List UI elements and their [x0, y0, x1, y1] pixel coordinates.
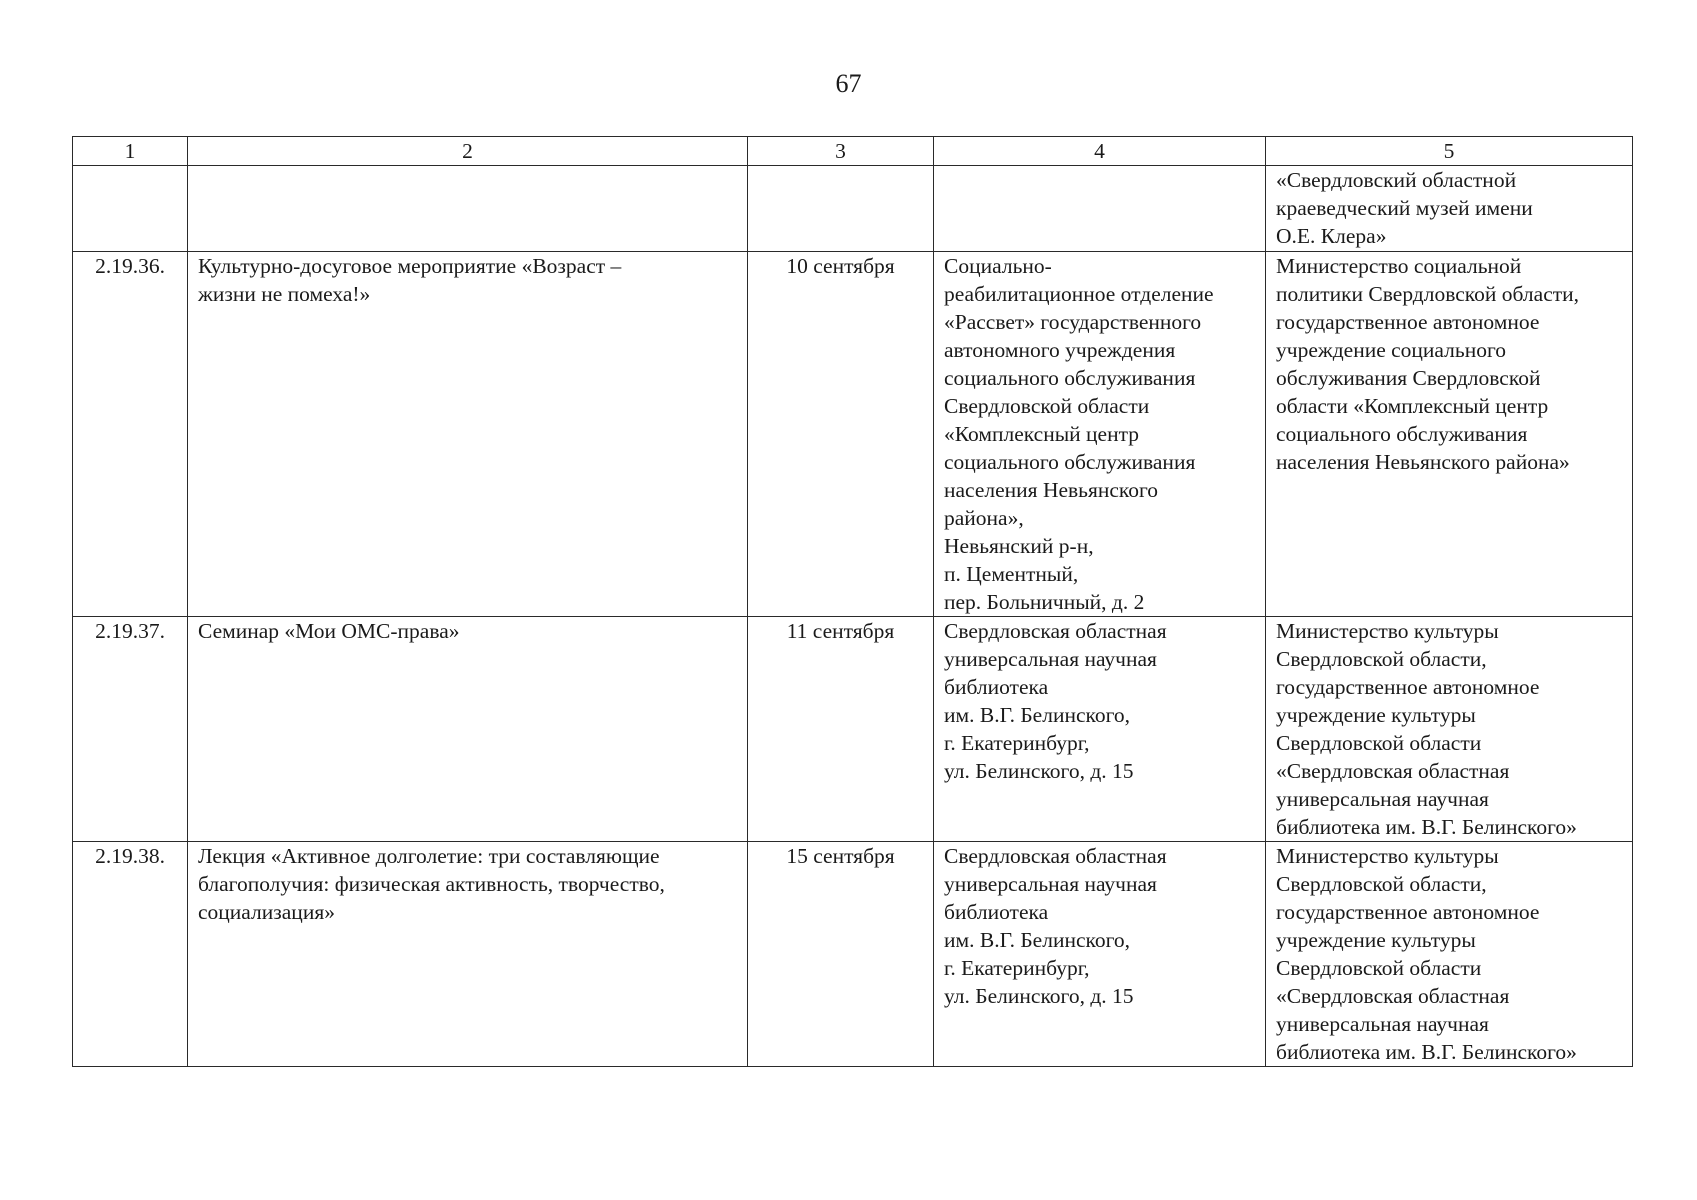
venue-cell [934, 252, 1266, 617]
organizer-line: «Свердловская областная [1276, 759, 1510, 783]
venue-line: социального обслуживания [944, 366, 1196, 390]
venue-line: универсальная научная [944, 872, 1157, 896]
organizer-line: социального обслуживания [1276, 422, 1528, 446]
header-cell: 4 [934, 137, 1266, 166]
venue-line: им. В.Г. Белинского, [944, 703, 1131, 727]
organizer-line: Министерство социальной [1276, 254, 1522, 278]
organizer-line: «Свердловская областная [1276, 984, 1510, 1008]
num-cell: 2.19.37. [73, 617, 188, 842]
num-cell [73, 166, 188, 252]
venue-line: Свердловской области [944, 394, 1150, 418]
venue-line: социального обслуживания [944, 450, 1196, 474]
organizer-line: Министерство культуры [1276, 844, 1499, 868]
organizer-line: государственное автономное [1276, 310, 1540, 334]
table-row [73, 252, 1633, 617]
venue-cell [934, 842, 1266, 1067]
venue-line: п. Цементный, [944, 562, 1079, 586]
venue-line: Свердловская областная [944, 844, 1167, 868]
event-cell [188, 166, 748, 252]
organizer-line: государственное автономное [1276, 900, 1540, 924]
organizer-cell [1266, 842, 1633, 1067]
organizer-line: обслуживания Свердловской [1276, 366, 1541, 390]
event-line: социализация» [198, 900, 335, 924]
venue-line: библиотека [944, 900, 1049, 924]
organizer-line: универсальная научная [1276, 1012, 1489, 1036]
venue-line: ул. Белинского, д. 15 [944, 984, 1134, 1008]
organizer-line: библиотека им. В.Г. Белинского» [1276, 815, 1577, 839]
organizer-line: Министерство культуры [1276, 619, 1499, 643]
venue-line: «Рассвет» государственного [944, 310, 1202, 334]
venue-line: «Комплексный центр [944, 422, 1139, 446]
organizer-line: политики Свердловской области, [1276, 282, 1580, 306]
organizer-line: Свердловской области, [1276, 647, 1487, 671]
organizer-line: О.Е. Клера» [1276, 224, 1387, 248]
num-cell: 2.19.38. [73, 842, 188, 1067]
event-cell [188, 617, 748, 842]
venue-line: реабилитационное отделение [944, 282, 1214, 306]
venue-line: пер. Больничный, д. 2 [944, 590, 1145, 614]
organizer-cell [1266, 166, 1633, 252]
event-line: Культурно-досуговое мероприятие «Возраст – [198, 254, 622, 278]
date-cell: 10 сентября [748, 252, 934, 617]
table-row [73, 617, 1633, 842]
venue-cell [934, 617, 1266, 842]
header-cell: 5 [1266, 137, 1633, 166]
event-line: Семинар «Мои ОМС-права» [198, 619, 460, 643]
header-cell: 2 [188, 137, 748, 166]
venue-line: Невьянский р-н, [944, 534, 1094, 558]
organizer-line: учреждение культуры [1276, 928, 1476, 952]
venue-line: г. Екатеринбург, [944, 956, 1090, 980]
organizer-line: Свердловской области, [1276, 872, 1487, 896]
venue-line: г. Екатеринбург, [944, 731, 1090, 755]
venue-line: библиотека [944, 675, 1049, 699]
date-cell [748, 166, 934, 252]
continuation-row [73, 166, 1633, 252]
venue-cell [934, 166, 1266, 252]
organizer-line: учреждение культуры [1276, 703, 1476, 727]
venue-line: района», [944, 506, 1024, 530]
header-cell: 3 [748, 137, 934, 166]
event-cell [188, 842, 748, 1067]
venue-line: Свердловская областная [944, 619, 1167, 643]
date-cell: 11 сентября [748, 617, 934, 842]
organizer-line: государственное автономное [1276, 675, 1540, 699]
venue-line: Социально- [944, 254, 1052, 278]
organizer-cell [1266, 252, 1633, 617]
organizer-line: населения Невьянского района» [1276, 450, 1570, 474]
venue-line: ул. Белинского, д. 15 [944, 759, 1134, 783]
venue-line: им. В.Г. Белинского, [944, 928, 1131, 952]
date-cell: 15 сентября [748, 842, 934, 1067]
header-cell: 1 [73, 137, 188, 166]
event-cell [188, 252, 748, 617]
organizer-line: краеведческий музей имени [1276, 196, 1533, 220]
organizer-line: библиотека им. В.Г. Белинского» [1276, 1040, 1577, 1064]
organizer-line: универсальная научная [1276, 787, 1489, 811]
venue-line: населения Невьянского [944, 478, 1159, 502]
event-line: жизни не помеха!» [198, 282, 371, 306]
organizer-line: учреждение социального [1276, 338, 1506, 362]
header-row [73, 137, 1633, 166]
organizer-line: области «Комплексный центр [1276, 394, 1549, 418]
venue-line: автономного учреждения [944, 338, 1176, 362]
table-row [73, 842, 1633, 1067]
organizer-line: Свердловской области [1276, 731, 1482, 755]
event-line: Лекция «Активное долголетие: три составляющие [198, 844, 660, 868]
venue-line: универсальная научная [944, 647, 1157, 671]
events-table [72, 136, 1633, 1067]
event-line: благополучия: физическая активность, творчество, [198, 872, 665, 896]
page-number: 67 [835, 69, 862, 98]
organizer-line: Свердловской области [1276, 956, 1482, 980]
organizer-line: «Свердловский областной [1276, 168, 1517, 192]
num-cell: 2.19.36. [73, 252, 188, 617]
organizer-cell [1266, 617, 1633, 842]
